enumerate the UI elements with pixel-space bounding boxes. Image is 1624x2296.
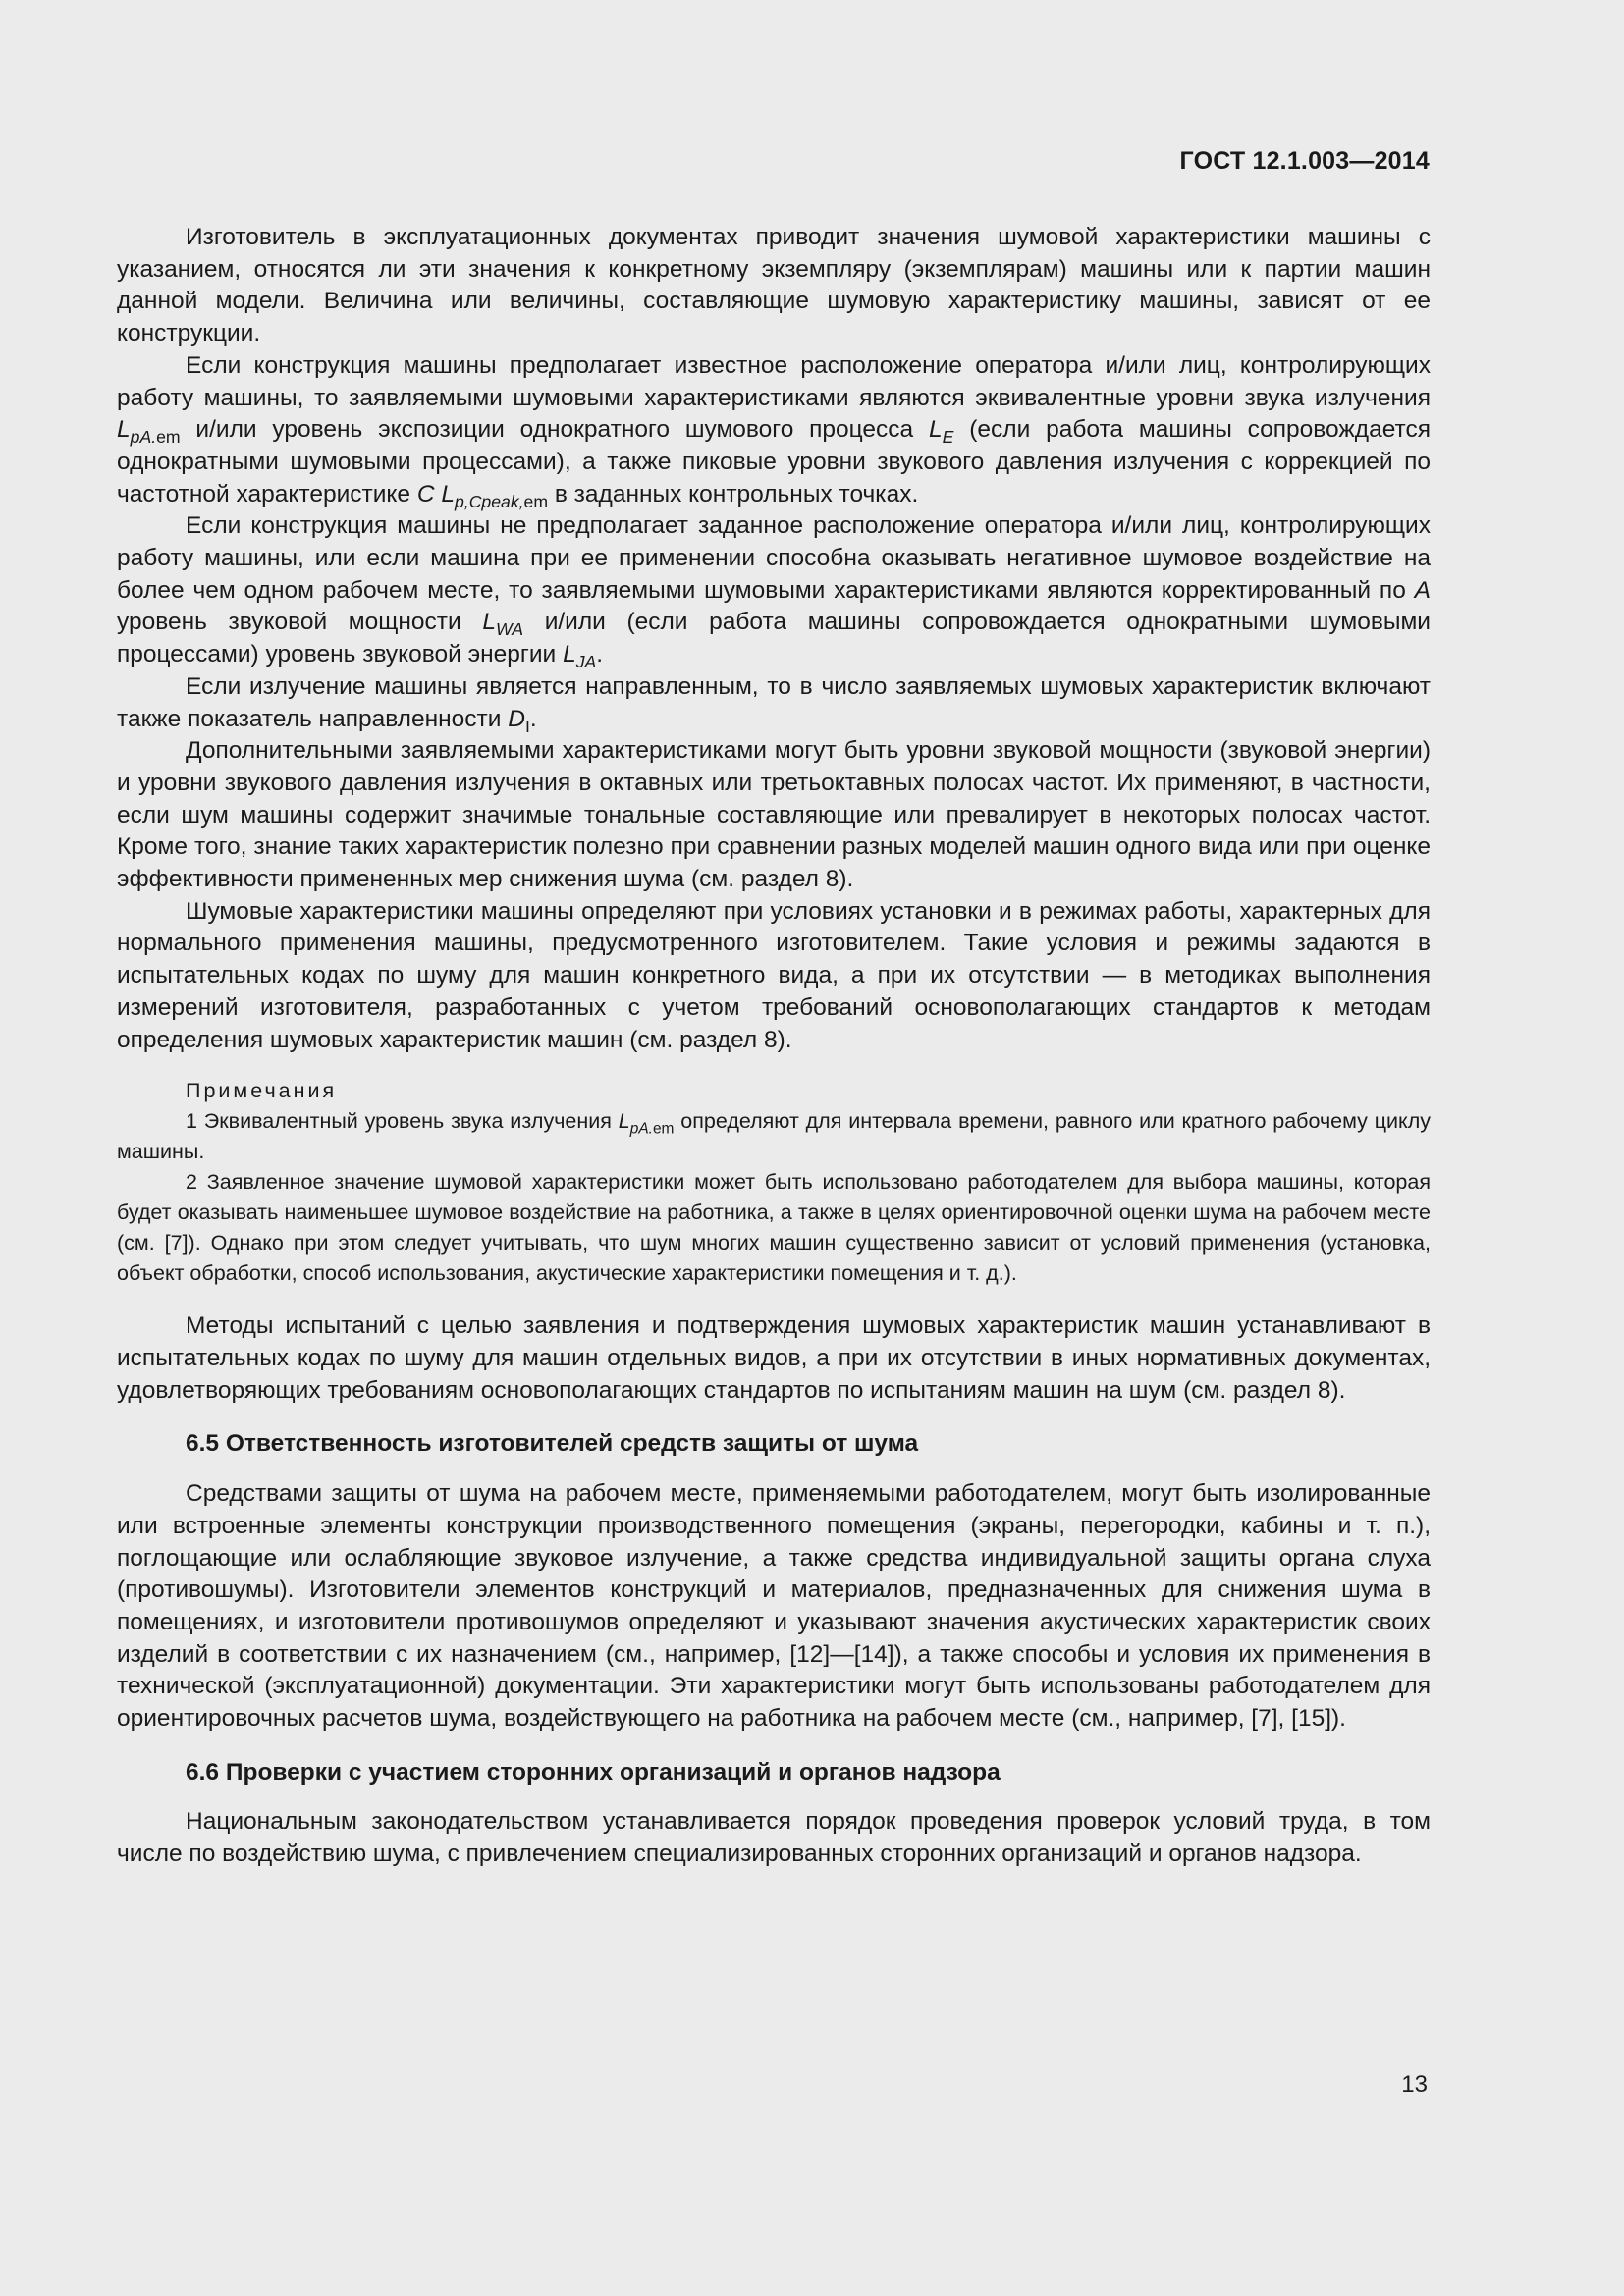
paragraph-manufacturer-docs: Изготовитель в эксплуатационных документах приводит значения шумовой характеристики машины с указанием, относятся ли эти значения к конкретному экземпляру (экземплярам) машины или к партии машин данной модели. Величина или величины, составляющие шумовую характеристику машины, зависят от ее конструкции. bbox=[117, 224, 1431, 347]
section-6-5-heading: 6.5 Ответственность изготовителей средств защиты от шума bbox=[186, 1430, 919, 1458]
paragraph-operating-conditions: Шумовые характеристики машины определяют при условиях установки и в режимах работы, характерных для нормального применения машины, предусмотренного изготовителем. Такие условия и режимы задаются в испытательных кодах по шуму для машин конкретного вида, а при их отсутствии — в методиках выполнения измерений изготовителя, разработанных с учетом требований основополагающих стандартов к методам определения шумовых характеристик машин (см. раздел 8). bbox=[117, 897, 1431, 1053]
page-content bbox=[117, 222, 1431, 1871]
paragraph-additional-characteristics: Дополнительными заявляемыми характеристиками могут быть уровни звуковой мощности (звуковой энергии) и уровни звукового давления излучения в октавных или третьоктавных полосах частот. Их применяют, в частности, если шум машины содержит значимые тональные составляющие или превалирует в некоторых полосах частот. Кроме того, знание таких характеристик полезно при сравнении разных моделей машин одного вида или при оценке эффективности примененных мер снижения шума (см. раздел 8). bbox=[117, 737, 1431, 893]
section-6-6-heading: 6.6 Проверки с участием сторонних организаций и органов надзора bbox=[186, 1758, 1001, 1786]
note-2: 2 Заявленное значение шумовой характеристики может быть использовано работодателем для выбора машины, которая будет оказывать наименьшее шумовое воздействие на работника, а также в целях ориентировочной оценки шума на рабочем месте (см. [7]). Однако при этом следует учитывать, что шум многих машин существенно зависит от условий применения (установка, объект обработки, способ использования, акустические характеристики помещения и т. д.). bbox=[117, 1170, 1431, 1286]
notes-section bbox=[117, 1076, 1431, 1289]
notes-title: Примечания bbox=[186, 1079, 338, 1103]
section-6-6-body bbox=[117, 1806, 1431, 1870]
paragraph-directivity: Если излучение машины является направленным, то в число заявляемых шумовых характеристик включают также показатель направленности $D_I$. bbox=[117, 672, 1431, 736]
note-1: 1 Эквивалентный уровень звука излучения $L_{pA.em}$ определяют для интервала времени, равного или кратного рабочему циклу машины. bbox=[117, 1109, 1431, 1164]
section-6-6-text: Национальным законодательством устанавливается порядок проведения проверок условий труда, в том числе по воздействию шума, с привлечением специализированных сторонних организаций и органов надзора. bbox=[117, 1808, 1431, 1868]
paragraph-test-methods: Методы испытаний с целью заявления и подтверждения шумовых характеристик машин устанавливают в испытательных кодах по шуму для машин отдельных видов, а при их отсутствии в иных нормативных документах, удовлетворяющих требованиям основополагающих стандартов по испытаниям машин на шум (см. раздел 8). bbox=[117, 1312, 1431, 1404]
paragraph-no-operator-position: Если конструкция машины не предполагает заданное расположение оператора и/или лиц, контролирующих работу машины, или если машина при ее применении способна оказывать негативное шумовое воздействие на более чем одном рабочем месте, то заявляемыми шумовыми характеристиками являются корректированный по A уровень звуковой мощности $L_{WA}$ и/или (если работа машины сопровождается однократными шумовыми процессами) уровень звуковой энергии $L_{JA}$. bbox=[117, 512, 1431, 672]
body-section bbox=[117, 222, 1431, 1056]
section-6-5-body bbox=[117, 1478, 1431, 1735]
document-header-id: ГОСТ 12.1.003—2014 bbox=[1179, 147, 1430, 175]
page-number: 13 bbox=[1401, 2071, 1428, 2098]
paragraph-operator-position: Если конструкция машины предполагает известное расположение оператора и/или лиц, контролирующих работу машины, то заявляемыми шумовыми характеристиками являются эквивалентные уровни звука излучения $L_{pA.em}$ и/или уровень экспозиции однократного шумового процесса $L_E$ (если работа машины сопровождается однократными шумовыми процессами), а также пиковые уровни звукового давления излучения с коррекцией по частотной характеристике C $L_{p,Cpeak,em}$ в заданных контрольных точках. bbox=[117, 351, 1431, 511]
section-6-5-text: Средствами защиты от шума на рабочем месте, применяемыми работодателем, могут быть изолированные или встроенные элементы конструкции производственного помещения (экраны, перегородки, кабины и т. п.), поглощающие или ослабляющие звуковое излучение, а также средства индивидуальной защиты органа слуха (противошумы). Изготовители элементов конструкций и материалов, предназначенных для снижения шума в помещениях, и изготовители противошумов определяют и указывают значения акустических характеристик своих изделий в соответствии с их назначением (см., например, [12]—[14]), а также способы и условия их применения в технической (эксплуатационной) документации. Эти характеристики могут быть использованы работодателем для ориентировочных расчетов шума, воздействующего на работника на рабочем месте (см., например, [7], [15]). bbox=[117, 1480, 1431, 1733]
after-notes-section bbox=[117, 1310, 1431, 1407]
